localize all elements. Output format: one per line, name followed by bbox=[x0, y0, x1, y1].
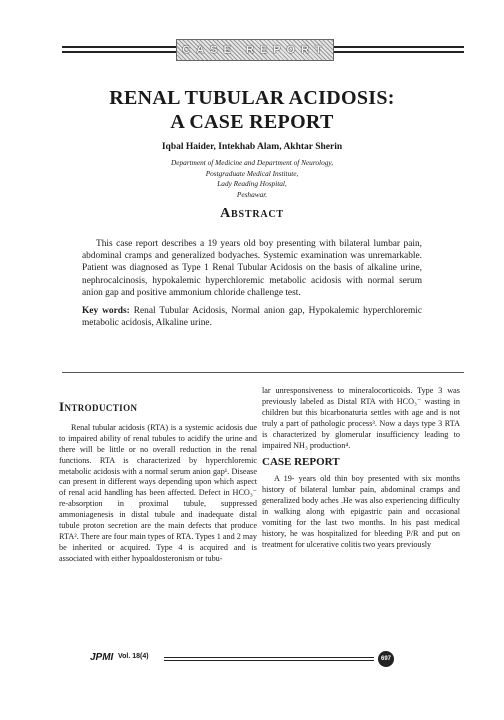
affiliation-line-1: Department of Medicine and Department of Neurology, bbox=[170, 158, 334, 167]
keywords-label: Key words: bbox=[82, 306, 130, 317]
affiliation-line-3: Lady Reading Hospital, bbox=[217, 179, 287, 188]
title-line-2: A CASE REPORT bbox=[170, 111, 334, 133]
introduction-paragraph-2: lar unresponsiveness to mineralocorticoids. Type 3 was previously labeled as Distal RTA with HCO₃⁻ wasting in children but this bicarbonaturia settles with age and is not truly a part of pathologic process³. Now a days type 3 RTA is characterized by glomerular insufficiency leading to impaired NH₃ production⁴. bbox=[262, 386, 460, 450]
case-report-heading: CASE REPORT bbox=[262, 456, 340, 469]
abstract-heading: Abstract bbox=[220, 206, 284, 221]
section-label: CASE REPORT bbox=[182, 44, 328, 56]
abstract bbox=[82, 238, 422, 329]
authors: Iqbal Haider, Intekhab Alam, Akhtar Sherin bbox=[161, 142, 343, 152]
footer-rule-bottom bbox=[164, 660, 374, 661]
case-report-paragraph-1: A 19- years old thin boy presented with six months history of bilateral lumbar pain, abdominal cramps and generalized body aches .He was also experiencing difficulty in walking along with epigastric pain and occasional vomiting for the last two months. In his past medical history, he was hospitalized for bleeding P/R and put on treatment for ulcerative colitis two years previously bbox=[262, 474, 460, 549]
article-title bbox=[0, 86, 504, 134]
affiliation bbox=[0, 158, 504, 200]
affiliation-line-2: Postgraduate Medical Institute, bbox=[205, 168, 299, 178]
section-header bbox=[62, 36, 464, 62]
footer-rule-top bbox=[164, 657, 374, 658]
affiliation-line-4: Peshawar. bbox=[236, 189, 268, 199]
page-number: 697 bbox=[380, 656, 391, 662]
abstract-body: This case report describes a 19 years old boy presenting with bilateral lumbar pain, abdominal cramps and generalized bodyaches. Systemic examination was unremarkable. Patient was diagnosed as Type 1 Renal Tubular Acidosis on the basis of alkaline urine, nephrocalcinosis, hypokalemic hyperchloremic metabolic acidosis with normal serum anion gap and positive ammonium chloride challenge test. bbox=[82, 239, 422, 298]
keywords-text: Renal Tubular Acidosis, Normal anion gap, Hypokalemic hyperchloremic metabolic acidosis, Alkaline urine. bbox=[82, 306, 422, 329]
journal-logo: JPMI bbox=[90, 652, 114, 663]
keywords bbox=[82, 305, 422, 329]
left-column bbox=[59, 394, 257, 565]
page-footer bbox=[90, 651, 410, 669]
introduction-heading: Introduction bbox=[59, 399, 138, 414]
page-number-badge bbox=[378, 651, 394, 667]
section-label-box bbox=[176, 39, 334, 61]
title-line-1: RENAL TUBULAR ACIDOSIS: bbox=[109, 87, 395, 109]
introduction-paragraph-1: Renal tubular acidosis (RTA) is a systemic acidosis due to impaired ability of renal tubules to acidify the urine and there will be little or no overall reduction in the renal functions. RTA is characterized by hyperchloremic metabolic acidosis with a normal serum anion gap¹. Disease can present in different ways depending upon which aspect of renal acid handling has been affected. Defect in HCO₃⁻ re-absorption in proximal tubule, suppressed ammoniagenesis in distal tubule and inadequate distal tubule proton secretion are the main defects that produce RTA². There are four main types of RTA. Types 1 and 2 may be inherited or acquired. Type 4 is acquired and is associated with either hypoaldosteronism or tubu- bbox=[59, 422, 258, 563]
journal-volume: Vol. 18(4) bbox=[118, 653, 149, 660]
section-divider bbox=[62, 372, 464, 373]
right-column bbox=[262, 386, 460, 551]
